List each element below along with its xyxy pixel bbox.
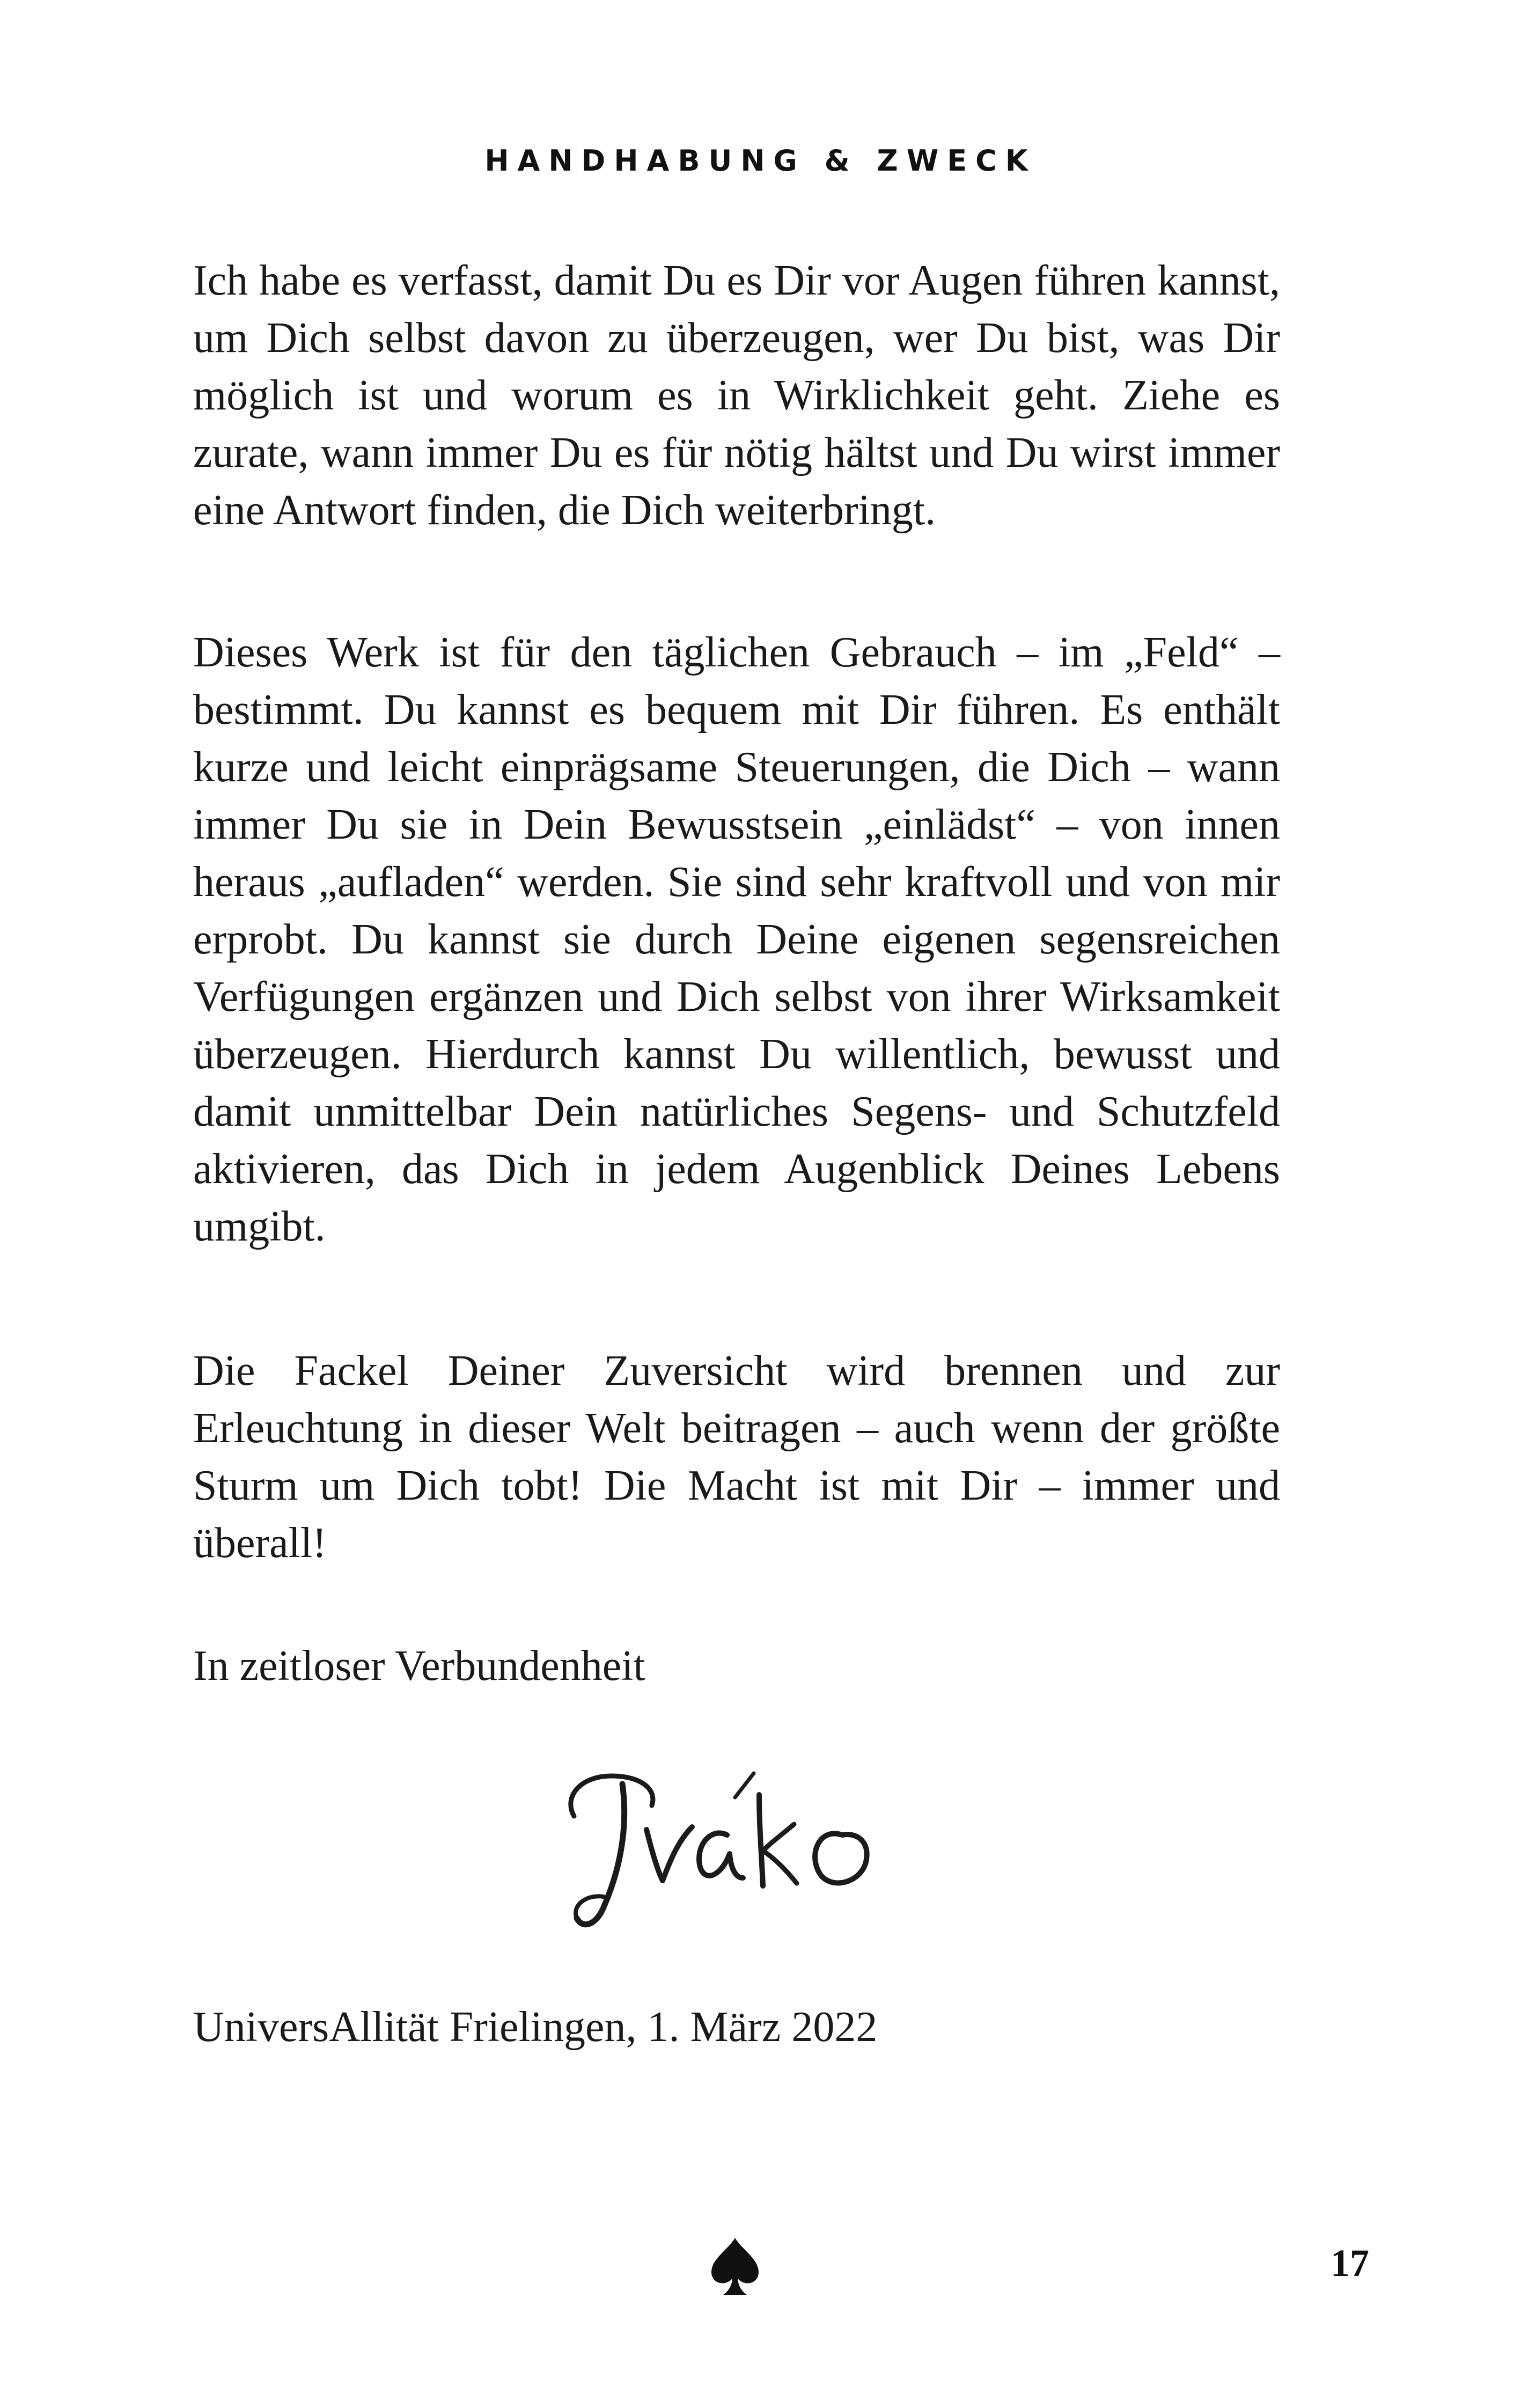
paragraph-text: Dieses Werk ist für den täglichen Gebrauch – im „Feld“ – bestimmt. Du kannst es bequem mit Dir führen. Es enthält kurze und leicht einprägsame Steuerungen, die Dich – wann immer Du sie in Dein Bewusstsein „einlädst“ – von innen heraus „aufladen“ werden. Sie sind sehr kraftvoll und von mir erprobt. Du kannst sie durch Deine eigenen segensreichen Verfügungen ergänzen und Dich selbst von ihrer Wirksamkeit überzeugen. Hierdurch kannst Du willentlich, bewusst und damit unmittelbar Dein natürliches Segens- und Schutzfeld aktivieren, das Dich in jedem Augenblick Deines Lebens umgibt. <box>193 629 1280 1250</box>
paragraph-text: Ich habe es verfasst, damit Du es Dir vor Augen führen kannst, um Dich selbst davon zu überzeugen, wer Du bist, was Dir möglich ist und worum es in Wirklichkeit geht. Ziehe es zurate, wann immer Du es für nötig hältst und Du wirst immer eine Antwort finden, die Dich weiterbringt. <box>193 257 1280 534</box>
page-number: 17 <box>1331 2242 1369 2285</box>
handwritten-signature <box>542 1746 907 1950</box>
closing-salutation: In zeitloser Verbundenheit <box>193 1642 645 1690</box>
place-and-date: UniversAllität Frielingen, 1. März 2022 <box>193 2003 878 2051</box>
body-paragraph-1 <box>193 252 1280 539</box>
running-head: HANDHABUNG & ZWECK <box>484 144 1037 178</box>
body-paragraph-3 <box>193 1342 1280 1572</box>
paragraph-text: Die Fackel Deiner Zuversicht wird brennen und zur Erleuchtung in dieser Welt beitragen – auch wenn der größte Sturm um Dich tobt! Die Macht ist mit Dir – immer und überall! <box>193 1347 1280 1567</box>
body-paragraph-2 <box>193 624 1280 1256</box>
spade-icon <box>708 2235 762 2299</box>
